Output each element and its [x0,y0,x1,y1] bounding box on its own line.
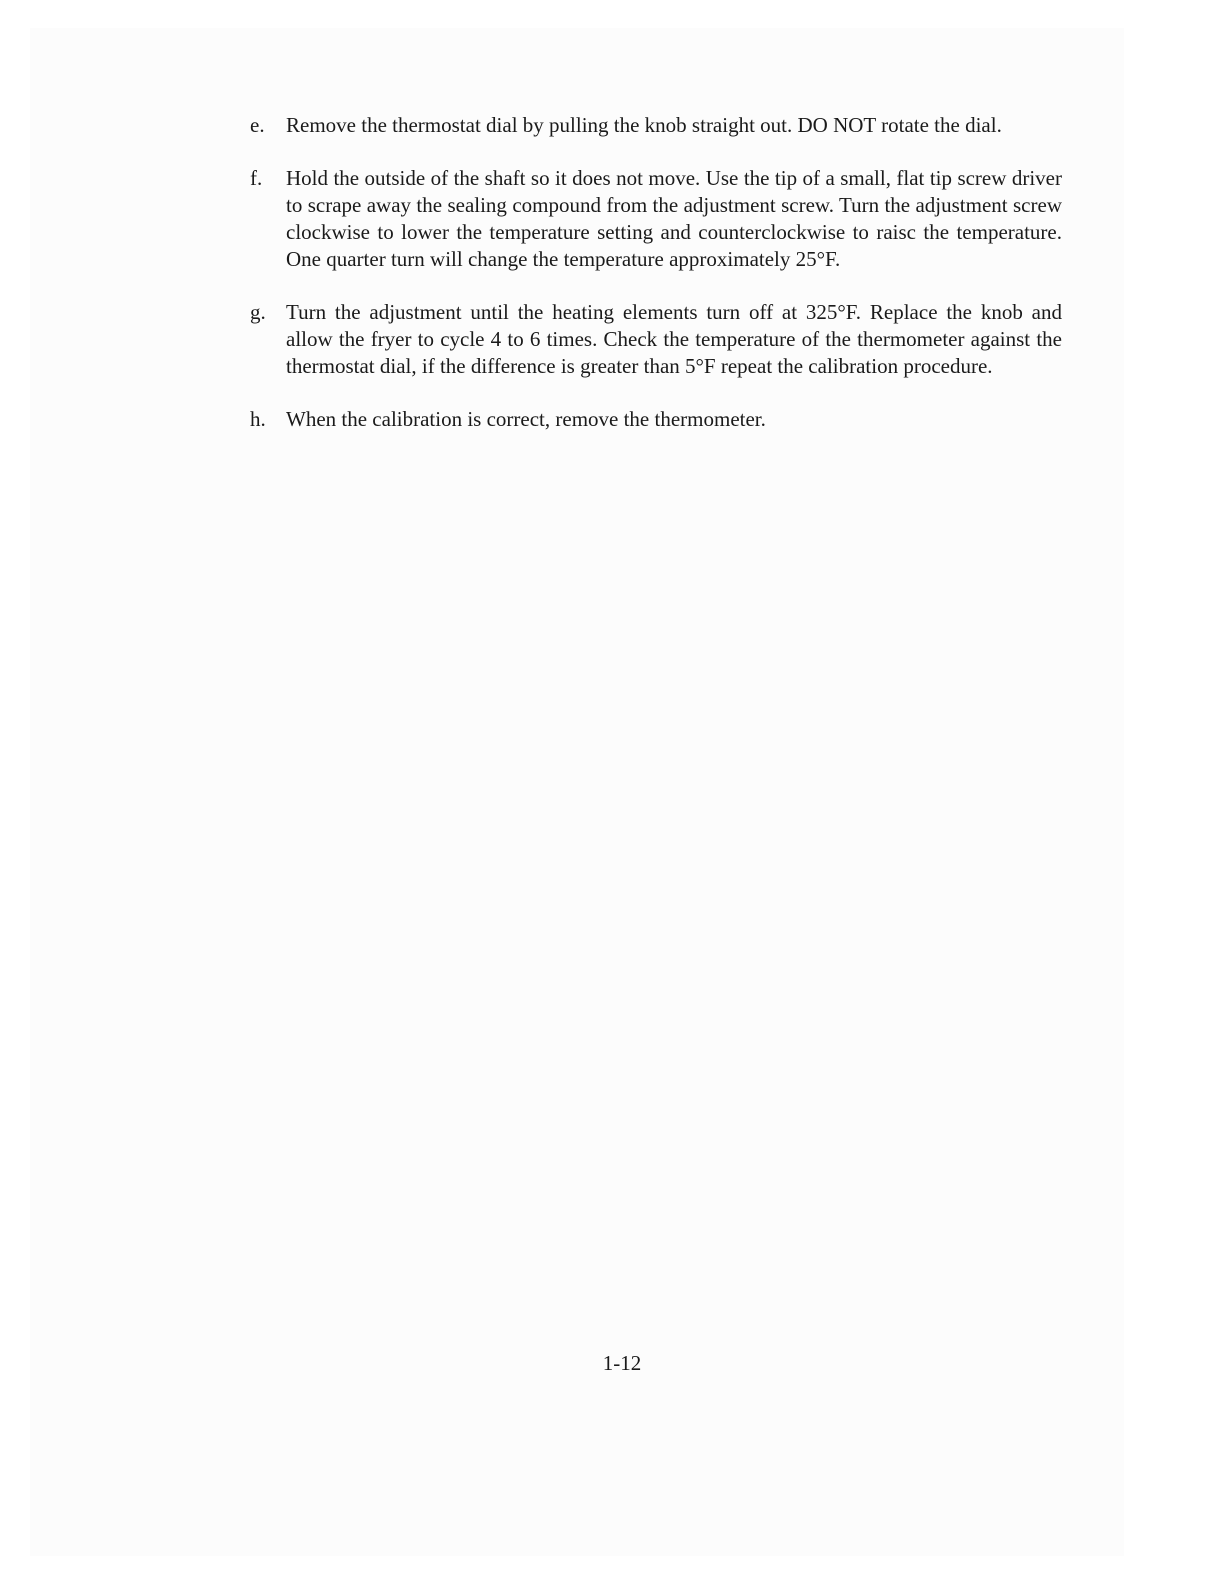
step-marker: e. [250,113,265,137]
step-text: Hold the outside of the shaft so it does not move. Use the tip of a small, flat tip screw driver to scrape away the sealing compound from the adjustment screw. Turn the adjustment screw clockwise to lower the temperature setting and counterclockwise to raisc the temperature. One quarter turn will change the temperature approximately 25°F. [286,166,1062,271]
step-h [250,406,1062,433]
step-e [250,112,1062,139]
step-marker: h. [250,407,266,431]
step-marker: g. [250,300,266,324]
step-g [250,299,1062,380]
step-text: Turn the adjustment until the heating elements turn off at 325°F. Replace the knob and allow the fryer to cycle 4 to 6 times. Check the temperature of the thermometer against the thermostat dial, if the difference is greater than 5°F repeat the calibration procedure. [286,300,1062,378]
page-number: 1-12 [602,1351,642,1375]
procedure-steps [250,112,1062,459]
step-marker: f. [250,166,263,190]
step-text: When the calibration is correct, remove the thermometer. [286,407,766,431]
step-text: Remove the thermostat dial by pulling the knob straight out. DO NOT rotate the dial. [286,113,1002,137]
step-f [250,165,1062,273]
